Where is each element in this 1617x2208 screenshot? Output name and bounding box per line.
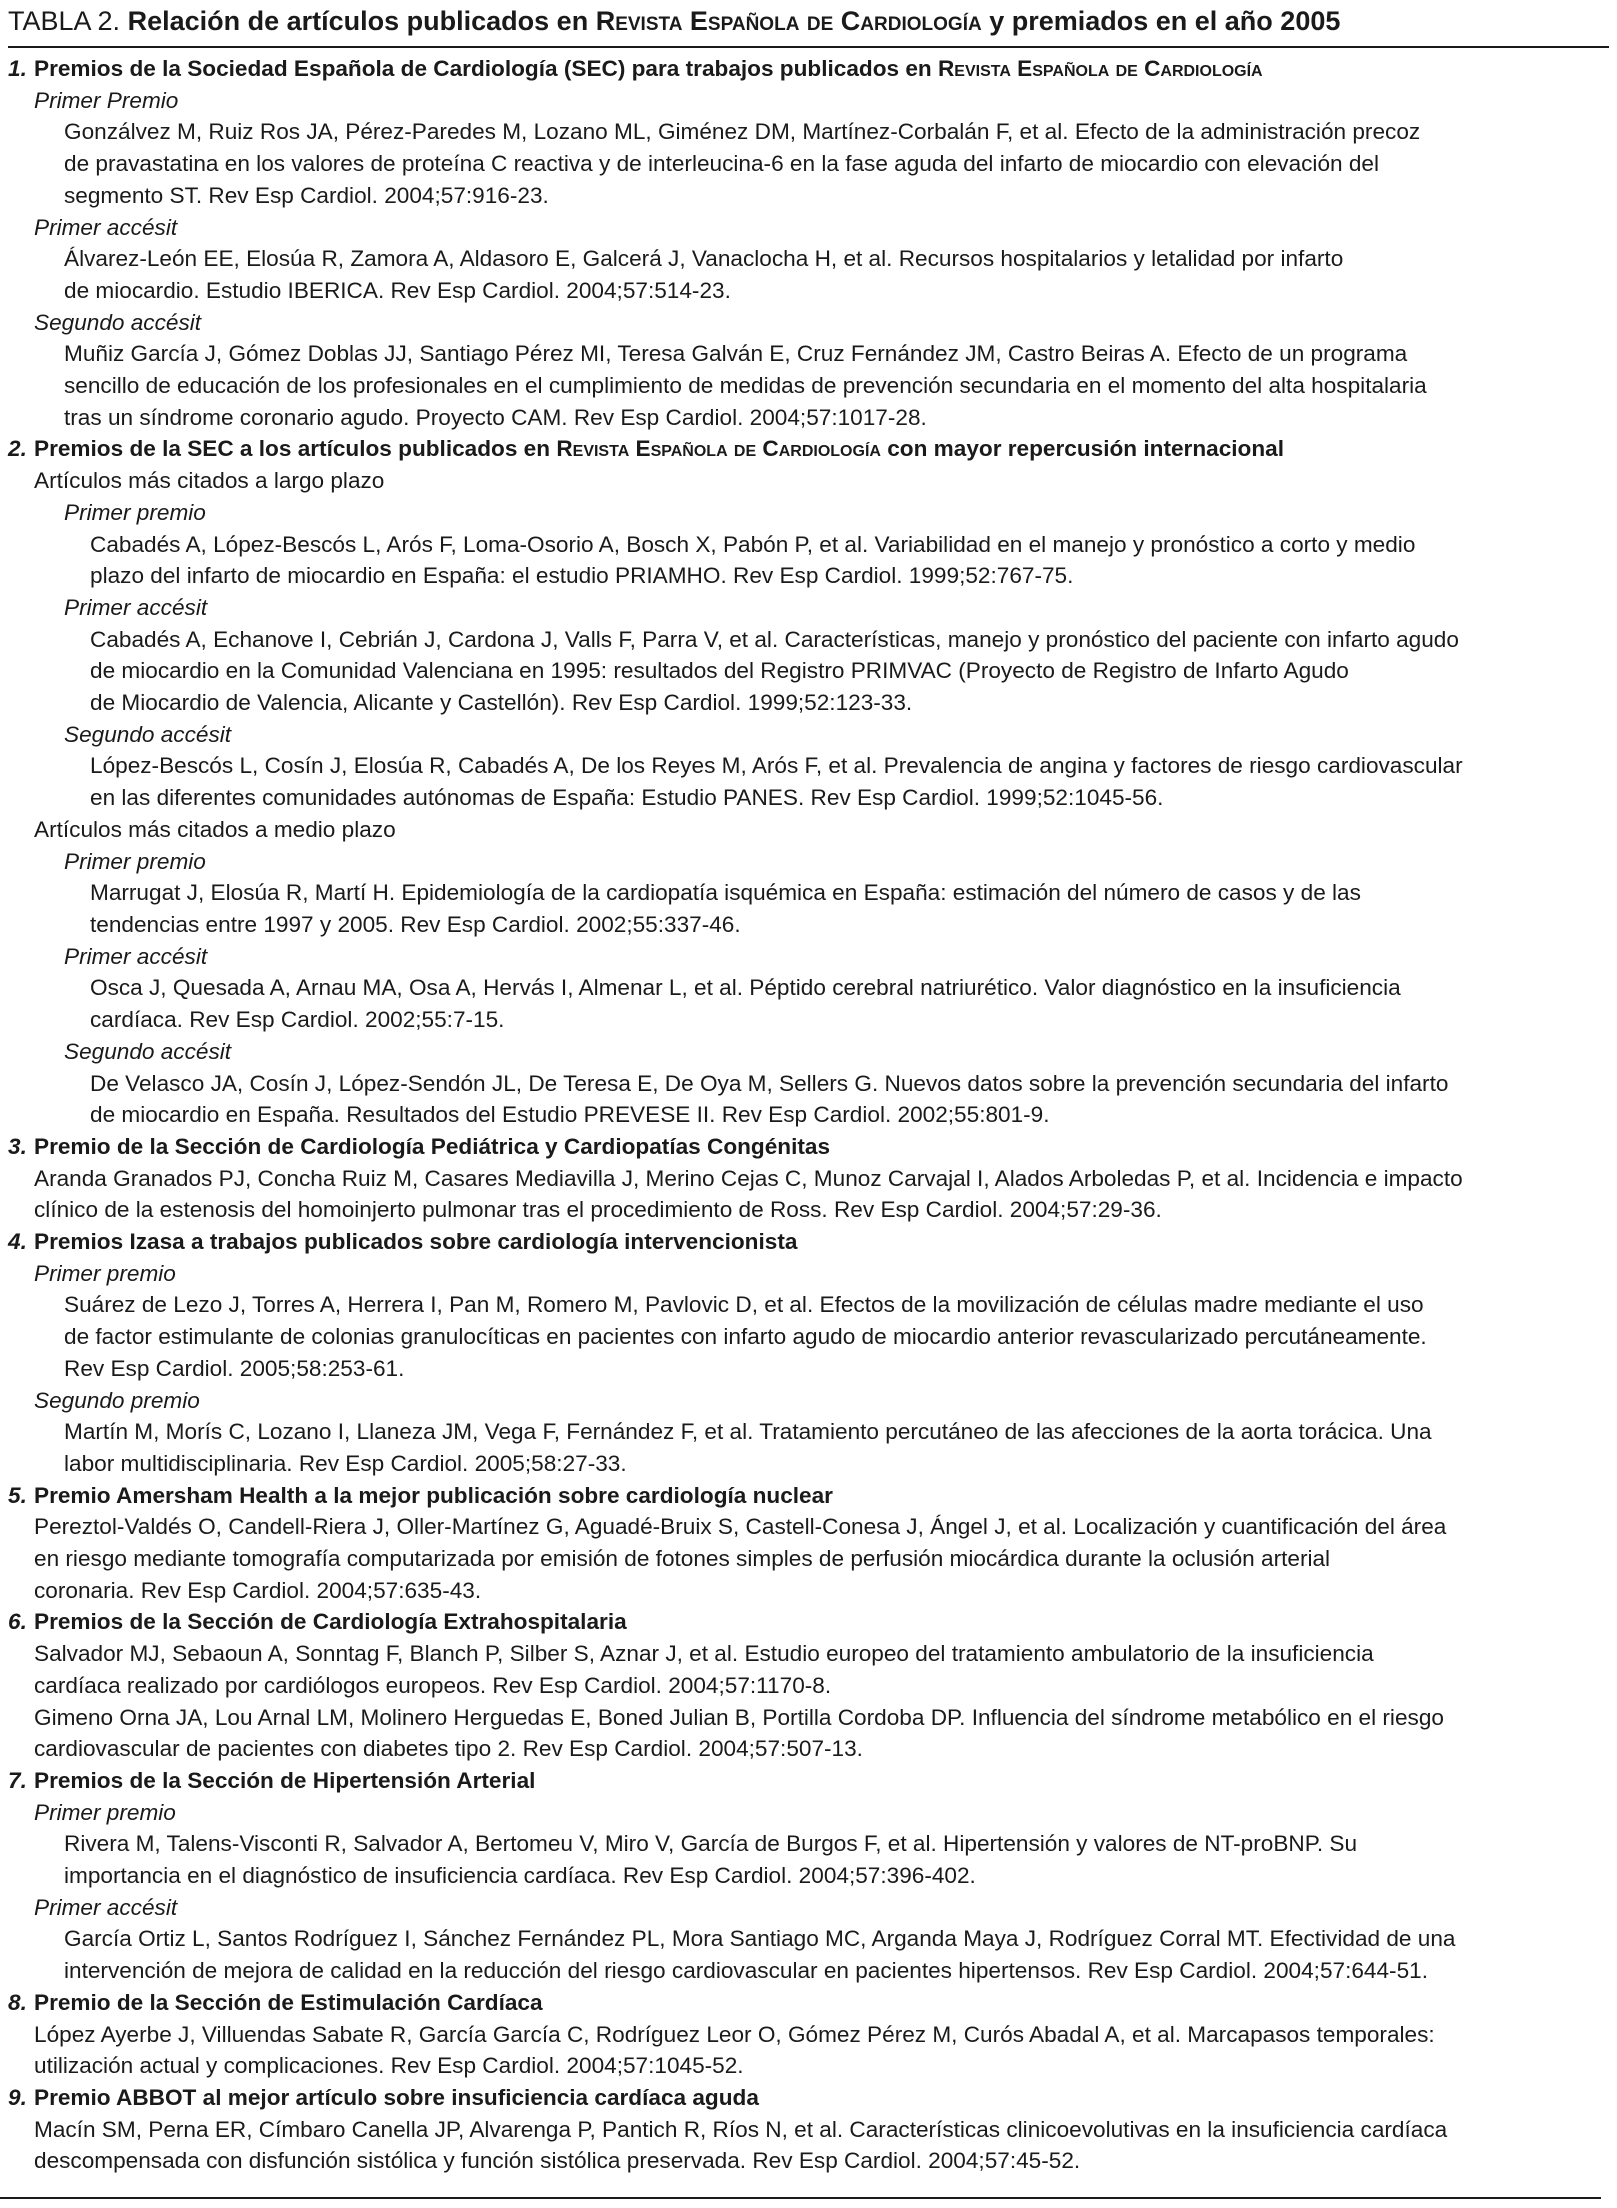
reference	[8, 2114, 1609, 2177]
reference-line: en riesgo mediante tomografía computarizada por emisión de fotones simples de perfusión miocárdica durante la oclusión arterial	[34, 1546, 1331, 1572]
section-number: 6.	[8, 1609, 27, 1635]
reference	[8, 624, 1609, 719]
section-heading-text: Premio ABBOT al mejor artículo sobre insuficiencia cardíaca aguda	[34, 2085, 759, 2110]
reference-line: Cabadés A, Echanove I, Cebrián J, Cardona J, Valls F, Parra V, et al. Características, manejo y pronóstico del paciente con infarto agudo	[90, 626, 1459, 652]
section-heading	[8, 1606, 1609, 1638]
reference-line: tendencias entre 1997 y 2005. Rev Esp Cardiol. 2002;55:337-46.	[90, 911, 741, 937]
reference	[8, 972, 1609, 1035]
section-number: 4.	[8, 1229, 27, 1255]
section-number: 9.	[8, 2085, 27, 2110]
reference	[8, 2019, 1609, 2082]
award-label: Primer premio	[64, 848, 206, 874]
reference-line: clínico de la estenosis del homoinjerto pulmonar tras el procedimiento de Ross. Rev Esp Cardiol. 2004;57:29-36.	[34, 1197, 1162, 1223]
section-heading-suffix: con mayor repercusión internacional	[880, 436, 1284, 462]
award-label: Primer premio	[34, 1799, 176, 1825]
reference	[8, 1416, 1609, 1479]
award-section	[8, 1131, 1609, 1226]
reference-line: de Miocardio de Valencia, Alicante y Castellón). Rev Esp Cardiol. 1999;52:123-33.	[90, 690, 913, 716]
reference	[8, 1511, 1609, 1606]
reference-line: Martín M, Morís C, Lozano I, Llaneza JM, Vega F, Fernández F, et al. Tratamiento percutáneo de las afecciones de la aorta torácica. Una	[64, 1419, 1432, 1445]
section-heading-journal: Revista Española de Cardiología	[556, 436, 881, 462]
reference-line: coronaria. Rev Esp Cardiol. 2004;57:635-43.	[34, 1577, 482, 1603]
award-label: Segundo accésit	[64, 721, 232, 747]
award-section	[8, 433, 1609, 1130]
reference-line: de miocardio en España. Resultados del Estudio PREVESE II. Rev Esp Cardiol. 2002;55:801-9.	[90, 1102, 1050, 1128]
reference	[8, 1702, 1609, 1765]
section-heading-text: Premios de la Sociedad Española de Cardiología (SEC) para trabajos publicados en	[34, 56, 938, 81]
section-heading	[8, 1765, 1609, 1797]
reference-line: López Ayerbe J, Villuendas Sabate R, García García C, Rodríguez Leor O, Gómez Pérez M, Curós Abadal A, et al. Marcapasos temporales:	[34, 2021, 1435, 2047]
title-journal: Revista Española de Cardiología	[595, 6, 982, 36]
reference	[8, 529, 1609, 592]
reference-line: tras un síndrome coronario agudo. Proyecto CAM. Rev Esp Cardiol. 2004;57:1017-28.	[64, 404, 927, 430]
reference-line: cardíaca. Rev Esp Cardiol. 2002;55:7-15.	[90, 1007, 505, 1033]
category-label: Artículos más citados a medio plazo	[34, 816, 396, 842]
section-heading	[8, 1131, 1609, 1163]
reference	[8, 243, 1609, 306]
reference-line: cardiovascular de pacientes con diabetes tipo 2. Rev Esp Cardiol. 2004;57:507-13.	[34, 1736, 863, 1762]
reference-line: labor multidisciplinaria. Rev Esp Cardiol. 2005;58:27-33.	[64, 1450, 627, 1476]
section-heading-text: Premio Amersham Health a la mejor publicación sobre cardiología nuclear	[34, 1482, 833, 1508]
section-heading-journal: Revista Española de Cardiología	[937, 56, 1263, 81]
reference-line: de miocardio en la Comunidad Valenciana en 1995: resultados del Registro PRIMVAC (Proyecto de Registro de Infarto Agudo	[90, 658, 1349, 684]
reference-line: sencillo de educación de los profesionales en el cumplimiento de medidas de prevención secundaria en el momento del alta hospitalaria	[64, 373, 1427, 399]
reference-line: Suárez de Lezo J, Torres A, Herrera I, Pan M, Romero M, Pavlovic D, et al. Efectos de la movilización de células madre mediante el uso	[64, 1292, 1424, 1318]
reference-line: Gimeno Orna JA, Lou Arnal LM, Molinero Herguedas E, Boned Julian B, Portilla Cordoba DP. Influencia del síndrome metabólico en el riesgo	[34, 1704, 1444, 1730]
title-text-a: Relación de artículos publicados en	[127, 6, 596, 36]
reference-line: Salvador MJ, Sebaoun A, Sonntag F, Blanch P, Silber S, Aznar J, et al. Estudio europeo del tratamiento ambulatorio de la insuficiencia	[34, 1641, 1374, 1667]
section-heading-text: Premios Izasa a trabajos publicados sobre cardiología intervencionista	[34, 1229, 798, 1255]
reference	[8, 750, 1609, 813]
section-heading-text: Premios de la Sección de Cardiología Extrahospitalaria	[34, 1609, 627, 1635]
section-heading	[8, 53, 1609, 85]
table-document	[8, 0, 1609, 2177]
reference-line: intervención de mejora de calidad en la reducción del riesgo cardiovascular en pacientes hipertensos. Rev Esp Cardiol. 2004;57:644-51.	[64, 1958, 1428, 1984]
award-section	[8, 1987, 1609, 2082]
reference	[8, 1638, 1609, 1701]
award-label: Primer Premio	[34, 87, 179, 113]
section-heading-text: Premio de la Sección de Cardiología Pediátrica y Cardiopatías Congénitas	[34, 1133, 831, 1159]
section-heading-text: Premios de la Sección de Hipertensión Arterial	[34, 1767, 536, 1793]
reference	[8, 877, 1609, 940]
reference	[8, 116, 1609, 211]
reference-line: en las diferentes comunidades autónomas de España: Estudio PANES. Rev Esp Cardiol. 1999;52:1045-56.	[90, 785, 1164, 811]
reference	[8, 1163, 1609, 1226]
reference	[8, 1828, 1609, 1891]
reference	[8, 1923, 1609, 1986]
reference-line: Álvarez-León EE, Elosúa R, Zamora A, Aldasoro E, Galcerá J, Vanaclocha H, et al. Recursos hospitalarios y letalidad por infarto	[64, 246, 1344, 272]
table-title	[8, 0, 1609, 48]
award-section	[8, 1765, 1609, 1987]
reference-line: Osca J, Quesada A, Arnau MA, Osa A, Hervás I, Almenar L, et al. Péptido cerebral natriurético. Valor diagnóstico en la insuficiencia	[90, 975, 1401, 1001]
reference-line: utilización actual y complicaciones. Rev Esp Cardiol. 2004;57:1045-52.	[34, 2053, 744, 2079]
reference	[8, 338, 1609, 433]
reference-line: Muñiz García J, Gómez Doblas JJ, Santiago Pérez MI, Teresa Galván E, Cruz Fernández JM, Castro Beiras A. Efecto de un programa	[64, 341, 1408, 367]
section-number: 8.	[8, 1989, 27, 2015]
section-heading	[8, 433, 1609, 465]
reference-line: Cabadés A, López-Bescós L, Arós F, Loma-Osorio A, Bosch X, Pabón P, et al. Variabilidad en el manejo y pronóstico a corto y medio	[90, 531, 1416, 557]
award-label: Primer premio	[64, 499, 206, 525]
reference-line: segmento ST. Rev Esp Cardiol. 2004;57:916-23.	[64, 182, 549, 208]
reference-line: Macín SM, Perna ER, Címbaro Canella JP, Alvarenga P, Pantich R, Ríos N, et al. Características clinicoevolutivas en la insuficiencia cardíaca	[34, 2116, 1448, 2142]
table-title-text	[128, 6, 1341, 36]
reference-line: de pravastatina en los valores de proteína C reactiva y de interleucina-6 en la fase aguda del infarto de miocardio con elevación del	[64, 151, 1380, 177]
award-label: Primer accésit	[64, 943, 208, 969]
section-number: 5.	[8, 1482, 27, 1508]
reference-line: plazo del infarto de miocardio en España: el estudio PRIAMHO. Rev Esp Cardiol. 1999;52:767-75.	[90, 563, 1074, 589]
section-number: 1.	[8, 56, 27, 81]
award-label: Segundo premio	[34, 1387, 200, 1413]
reference-line: Rev Esp Cardiol. 2005;58:253-61.	[64, 1355, 405, 1381]
reference-line: Marrugat J, Elosúa R, Martí H. Epidemiología de la cardiopatía isquémica en España: estimación del número de casos y de las	[90, 880, 1361, 906]
award-section	[8, 1480, 1609, 1607]
category-label: Artículos más citados a largo plazo	[34, 468, 385, 494]
bottom-rule	[0, 2197, 1601, 2199]
title-text-b: y premiados en el año 2005	[981, 6, 1341, 36]
award-section	[8, 2082, 1609, 2177]
award-label: Primer accésit	[64, 594, 208, 620]
table-label: TABLA 2.	[8, 6, 121, 36]
section-number: 7.	[8, 1767, 27, 1793]
reference-line: cardíaca realizado por cardiólogos europeos. Rev Esp Cardiol. 2004;57:1170-8.	[34, 1672, 832, 1698]
section-number: 3.	[8, 1133, 27, 1159]
award-label: Primer premio	[34, 1260, 176, 1286]
section-heading-text: Premios de la SEC a los artículos publicados en	[34, 436, 557, 462]
award-label: Segundo accésit	[34, 309, 202, 335]
reference-line: descompensada con disfunción sistólica y función sistólica preservada. Rev Esp Cardiol. 2004;57:45-52.	[34, 2148, 1081, 2174]
reference-line: de factor estimulante de colonias granulocíticas en pacientes con infarto agudo de miocardio anterior revascularizado percutáneamente.	[64, 1324, 1427, 1350]
reference-line: Pereztol-Valdés O, Candell-Riera J, Oller-Martínez G, Aguadé-Bruix S, Castell-Conesa J, Ángel J, et al. Localización y cuantificación del área	[34, 1514, 1447, 1540]
award-label: Primer accésit	[34, 214, 178, 240]
reference-line: García Ortiz L, Santos Rodríguez I, Sánchez Fernández PL, Mora Santiago MC, Arganda Maya J, Rodríguez Corral MT. Efectividad de una	[64, 1926, 1456, 1952]
reference-line: López-Bescós L, Cosín J, Elosúa R, Cabadés A, De los Reyes M, Arós F, et al. Prevalencia de angina y factores de riesgo cardiovascular	[90, 753, 1463, 779]
reference-line: de miocardio. Estudio IBERICA. Rev Esp Cardiol. 2004;57:514-23.	[64, 277, 731, 303]
reference-line: Rivera M, Talens-Visconti R, Salvador A, Bertomeu V, Miro V, García de Burgos F, et al. Hipertensión y valores de NT-proBNP. Su	[64, 1831, 1358, 1857]
reference	[8, 1289, 1609, 1384]
reference	[8, 1068, 1609, 1131]
section-heading	[8, 2082, 1609, 2114]
award-section	[8, 53, 1609, 433]
award-label: Primer accésit	[34, 1894, 178, 1920]
section-heading	[8, 1480, 1609, 1512]
section-number: 2.	[8, 436, 27, 462]
reference-line: Aranda Granados PJ, Concha Ruiz M, Casares Mediavilla J, Merino Cejas C, Munoz Carvajal I, Alados Arboledas P, et al. Incidencia e impacto	[34, 1165, 1463, 1191]
section-heading	[8, 1226, 1609, 1258]
section-heading	[8, 1987, 1609, 2019]
award-label: Segundo accésit	[64, 1038, 232, 1064]
reference-line: importancia en el diagnóstico de insuficiencia cardíaca. Rev Esp Cardiol. 2004;57:396-402.	[64, 1863, 976, 1889]
reference-line: Gonzálvez M, Ruiz Ros JA, Pérez-Paredes M, Lozano ML, Giménez DM, Martínez-Corbalán F, et al. Efecto de la administración precoz	[64, 119, 1421, 145]
table-body	[8, 48, 1609, 2177]
section-heading-text: Premio de la Sección de Estimulación Cardíaca	[34, 1989, 543, 2015]
award-section	[8, 1606, 1609, 1765]
reference-line: De Velasco JA, Cosín J, López-Sendón JL, De Teresa E, De Oya M, Sellers G. Nuevos datos sobre la prevención secundaria del infarto	[90, 1070, 1449, 1096]
award-section	[8, 1226, 1609, 1480]
